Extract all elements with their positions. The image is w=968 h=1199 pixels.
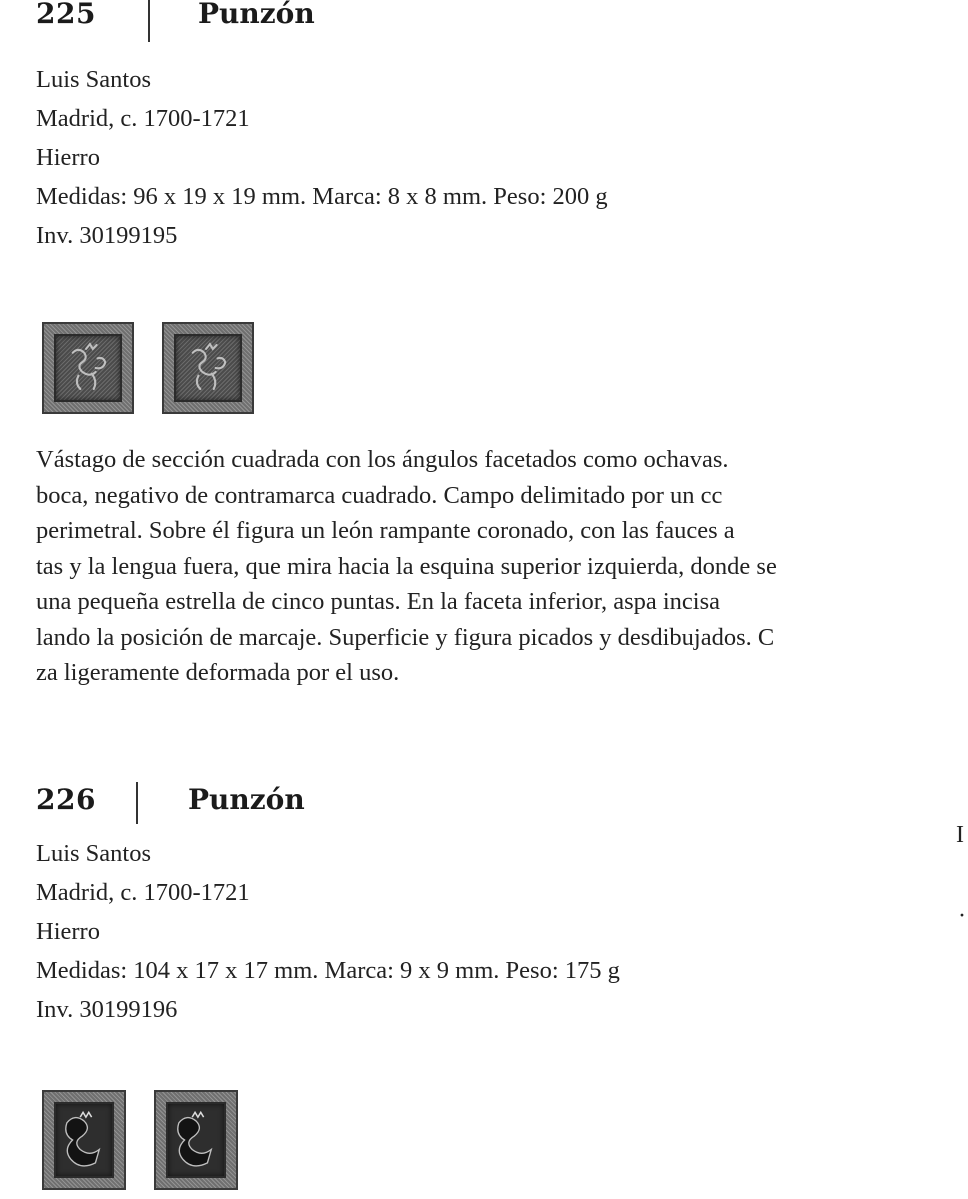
material: Hierro [36, 918, 100, 945]
place-date: Madrid, c. 1700-1721 [36, 879, 250, 906]
entry-number: 225 [36, 0, 96, 30]
entry-header [36, 0, 968, 50]
edge-glyph: I [956, 822, 964, 848]
description-line: una pequeña estrella de cinco puntas. En la faceta inferior, aspa incisa [36, 588, 721, 615]
entry-number: 226 [36, 783, 96, 816]
entry-metadata [36, 60, 608, 255]
entry-header [36, 782, 968, 832]
description-line: tas y la lengua fuera, que mira hacia la esquina superior izquierda, donde se [36, 552, 777, 580]
mark-images [42, 1090, 238, 1190]
description-line: perimetral. Sobre él figura un león rampante coronado, con las fauces a [36, 517, 735, 544]
entry-title: Punzón [198, 0, 315, 30]
description-line: lando la posición de marcaje. Superficie y figura picados y desdibujados. C [36, 623, 775, 651]
entry-title: Punzón [188, 783, 305, 816]
lion-mark-image [42, 1090, 126, 1190]
author: Luis Santos [36, 840, 152, 867]
measures: Medidas: 104 x 17 x 17 mm. Marca: 9 x 9 mm. Peso: 175 g [36, 957, 620, 984]
lion-mark-image [154, 1090, 238, 1190]
catalog-entry-225 [36, 0, 968, 686]
description-line: boca, negativo de contramarca cuadrado. Campo delimitado por un cc [36, 481, 723, 509]
catalog-entry-226 [36, 782, 968, 1023]
measures: Medidas: 96 x 19 x 19 mm. Marca: 8 x 8 mm. Peso: 200 g [36, 183, 608, 210]
inventory-number: Inv. 30199196 [36, 996, 178, 1023]
mark-images [42, 322, 254, 414]
edge-glyph: · [958, 903, 966, 929]
lion-mark-image [162, 322, 254, 414]
author: Luis Santos [36, 66, 152, 93]
entry-description [36, 442, 968, 691]
lion-mark-image [42, 322, 134, 414]
material: Hierro [36, 144, 100, 171]
entry-divider [136, 782, 138, 824]
inventory-number: Inv. 30199195 [36, 222, 178, 249]
description-line: Vástago de sección cuadrada con los ángulos facetados como ochavas. [36, 446, 729, 473]
description-line: za ligeramente deformada por el uso. [36, 659, 400, 686]
entry-metadata [36, 834, 620, 1029]
place-date: Madrid, c. 1700-1721 [36, 105, 250, 132]
entry-divider [148, 0, 150, 42]
